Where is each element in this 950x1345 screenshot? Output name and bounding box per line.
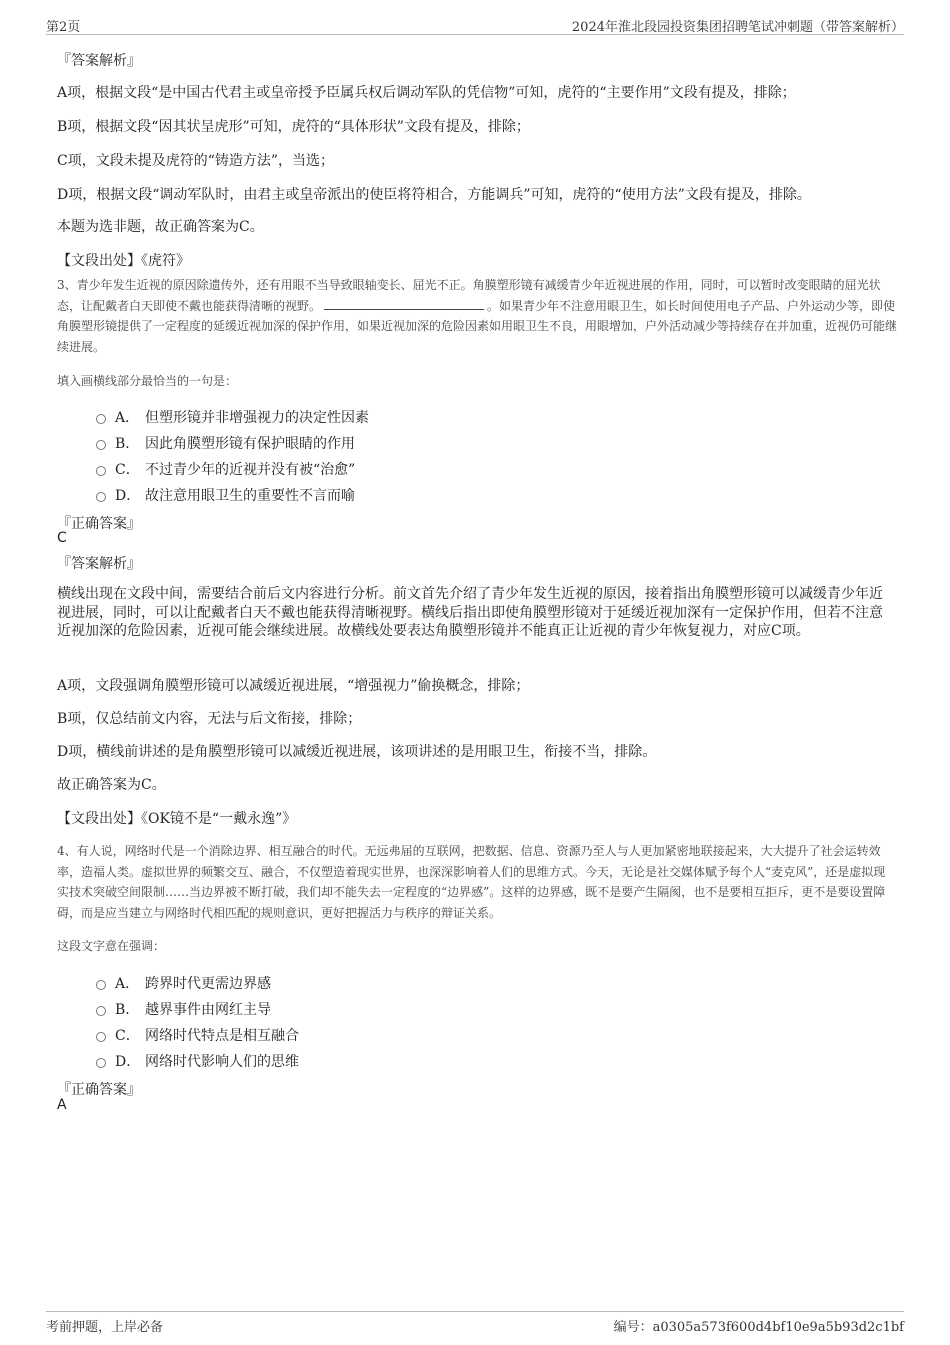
radio-icon[interactable] <box>96 492 106 502</box>
q3-analysis-line-d: D项，横线前讲述的是角膜塑形镜可以减缓近视进展，该项讲述的是用眼卫生，衔接不当，排除。 <box>57 744 657 760</box>
q2-conclusion: 本题为选非题，故正确答案为C。 <box>57 219 264 235</box>
q4-option-a[interactable]: A． 跨界时代更需边界感 <box>96 973 271 993</box>
radio-icon[interactable] <box>96 1058 106 1068</box>
q3-answer-label: 『正确答案』 <box>57 516 141 532</box>
q4-passage: 4、有人说，网络时代是一个消除边界、相互融合的时代。无远弗届的互联网，把数据、信息、资源乃至人与人更加紧密地联接起来，大大提升了社会运转效率，造福人类。虚拟世界的频繁交互、融合，不仅塑造着现实世界，也深深影响着人们的思维方式。今天，无论是社交媒体赋予每个人“麦克风”，还是虚拟现实技术突破空间限制……当边界被不断打破，我们却不能失去一定程度的“边界感”。这样的边界感，既不是要产生隔阂，也不是要相互拒斥，更不是要设置障碍，而是应当建立与网络时代相匹配的规则意识，更好把握活力与秩序的辩证关系。 <box>57 844 886 920</box>
q4-answer: A <box>57 1097 67 1113</box>
q2-source: 【文段出处】《虎符》 <box>57 253 190 269</box>
q4-option-d[interactable]: D． 网络时代影响人们的思维 <box>96 1051 299 1071</box>
q3-analysis-body: 横线出现在文段中间，需要结合前后文内容进行分析。前文首先介绍了青少年发生近视的原因，接着指出角膜塑形镜可以减缓青少年近视进展，同时，可以让配戴者白天不戴也能获得清晰视野。横线后指出即使角膜塑形镜对于延缓近视加深有一定保护作用，但若不注意近视加深的危险因素，近视可能会继续进展。故横线处要表达角膜塑形镜并不能真正让近视的青少年恢复视力，对应C项。 <box>57 586 883 639</box>
q3-prompt: 填入画横线部分最恰当的一句是： <box>57 374 238 388</box>
page-footer <box>46 1311 904 1336</box>
q3-conclusion: 故正确答案为C。 <box>57 777 166 793</box>
q4-answer-label: 『正确答案』 <box>57 1082 141 1098</box>
radio-icon[interactable] <box>96 1006 106 1016</box>
q4-prompt: 这段文字意在强调： <box>57 939 166 953</box>
q2-analysis-line-b: B项，根据文段“因其状呈虎形”可知，虎符的“具体形状”文段有提及，排除； <box>57 119 530 135</box>
radio-icon[interactable] <box>96 980 106 990</box>
q3-answer: C <box>57 530 67 546</box>
radio-icon[interactable] <box>96 1032 106 1042</box>
fill-blank <box>324 297 484 310</box>
q2-analysis-label: 『答案解析』 <box>57 53 141 69</box>
q4-option-c[interactable]: C． 网络时代特点是相互融合 <box>96 1025 299 1045</box>
q3-option-d[interactable]: D． 故注意用眼卫生的重要性不言而喻 <box>96 485 355 505</box>
footer-slogan: 考前押题，上岸必备 <box>46 1320 164 1335</box>
radio-icon[interactable] <box>96 414 106 424</box>
q2-analysis-line-d: D项，根据文段“调动军队时，由君主或皇帝派出的使臣将符相合，方能调兵”可知，虎符的“使用方法”文段有提及，排除。 <box>57 187 811 203</box>
q3-analysis-label: 『答案解析』 <box>57 556 141 572</box>
radio-icon[interactable] <box>96 440 106 450</box>
q3-option-c[interactable]: C． 不过青少年的近视并没有被“治愈” <box>96 459 355 479</box>
page-number: 第2页 <box>46 20 81 35</box>
q3-analysis-line-a: A项，文段强调角膜塑形镜可以减缓近视进展，“增强视力”偷换概念，排除； <box>57 678 530 694</box>
radio-icon[interactable] <box>96 466 106 476</box>
q2-analysis-line-a: A项，根据文段“是中国古代君主或皇帝授予臣属兵权后调动军队的凭信物”可知，虎符的“主要作用”文段有提及，排除； <box>57 85 796 101</box>
q2-analysis-line-c: C项，文段未提及虎符的“铸造方法”，当选； <box>57 153 335 169</box>
q3-option-b[interactable]: B． 因此角膜塑形镜有保护眼睛的作用 <box>96 433 355 453</box>
q3-analysis-line-b: B项，仅总结前文内容，无法与后文衔接，排除； <box>57 711 362 727</box>
document-id: 编号：a0305a573f600d4bf10e9a5b93d2c1bf <box>613 1320 904 1335</box>
q3-passage: 3、青少年发生近视的原因除遗传外，还有用眼不当导致眼轴变长、屈光不正。角膜塑形镜有减缓青少年近视进展的作用，同时，可以暂时改变眼睛的屈光状态，让配戴者白天即使不戴也能获得清晰的视野。 。如果青少年不注意用眼卫生，如长时间使用电子产品、户外运动少等，即使角膜塑形镜提供了一定程度的延缓近视加深的保护作用，如果近视加深的危险因素如用眼卫生不良，用眼增加，户外活动减少等持续存在并加重，近视仍可能继续进展。 <box>57 278 898 354</box>
q3-source: 【文段出处】《OK镜不是“一戴永逸”》 <box>57 811 297 827</box>
page-header <box>46 14 904 35</box>
q3-option-a[interactable]: A． 但塑形镜并非增强视力的决定性因素 <box>96 407 369 427</box>
document-title: 2024年淮北段园投资集团招聘笔试冲刺题（带答案解析） <box>571 20 904 35</box>
q4-option-b[interactable]: B． 越界事件由网红主导 <box>96 999 271 1019</box>
